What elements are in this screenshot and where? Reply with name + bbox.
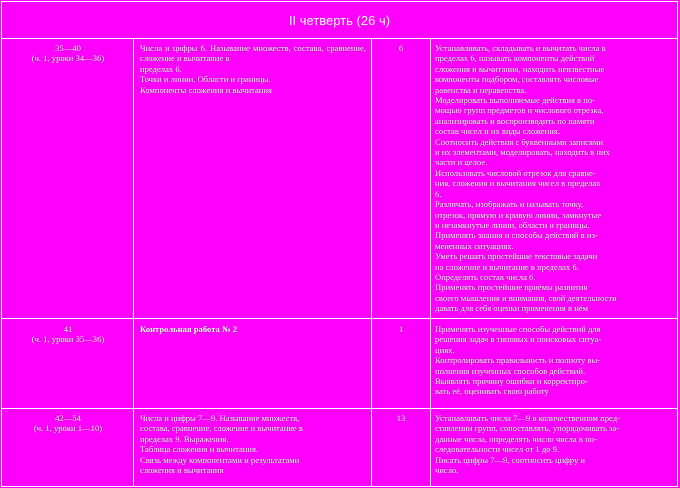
activity-line: мощью групп предметов и числового отрезка, (435, 105, 604, 116)
topic-line: пределах 9. Выражения. (140, 433, 229, 444)
table-row-2-hours: 1 (398, 324, 404, 334)
activity-line: циях. (435, 344, 455, 355)
activity-line: Моделировать выполняемые действия в по- (435, 95, 596, 106)
activity-line: отрезок, прямую и кривую линии, замкнутые (435, 209, 602, 220)
table-row-2-lessons (6, 324, 130, 345)
topic-line: пределах 6. (140, 63, 182, 74)
activity-line: Применять изученные способы действий для (435, 324, 601, 334)
activity-line: на сложение и вычитание в пределах 6. (435, 261, 579, 272)
activity-line: 6. (435, 188, 442, 199)
activity-line: давать для себя оценки применения в нём (435, 303, 589, 314)
activity-line: и их элементами, моделировать, находить в них (435, 147, 610, 158)
activity-line: равенства и неравенства. (435, 84, 527, 95)
activity-line: сложения и вычитания, находить неизвестные (435, 63, 605, 74)
activity-line: ния, сложения и вычитания чисел в пределах (435, 178, 601, 189)
activity-line: состав чисел и их виды сложения. (435, 126, 560, 137)
row-divider-1 (2, 318, 677, 319)
activity-line: Использовать числовой отрезок для сравне- (435, 167, 596, 178)
table-row-1-hours: 6 (398, 43, 404, 53)
topic-line: Числа и цифры 6. Называние множеств, состава, сравнение, сложение и вычитание в (140, 43, 366, 64)
activity-line: пределах 6, называть компоненты действий (435, 53, 595, 64)
activity-line: Уметь решать простейшие текстовые задачи (435, 251, 598, 262)
activity-line: Применять простейшие приёмы развития (435, 282, 588, 293)
activity-line: следовательности чисел от 1 до 9. (435, 444, 560, 455)
activity-line: Контролировать правильность и полноту вы- (435, 355, 601, 366)
table-row-3-topic (140, 413, 366, 475)
activity-line: Выявлять причину ошибки и корректиро- (435, 376, 588, 387)
activity-line: анализировать и воспроизводить по памяти (435, 115, 595, 126)
activity-line: Устанавливать, складывать и вычитать числа в (435, 43, 606, 53)
textbook-pages: (ч. 1, уроки 35—36) (31, 334, 105, 345)
activity-line: компоненты подбором, составлять числовые (435, 74, 599, 85)
lesson-range: 41 (63, 324, 73, 334)
topic-line: сложения и вычитания (140, 465, 224, 476)
col-divider-2 (371, 38, 372, 486)
table-row-3-activities (435, 413, 673, 475)
activity-line: Определять состав числа 6. (435, 271, 536, 282)
activity-line: части и целое. (435, 157, 488, 168)
table-row-2-activities (435, 324, 673, 397)
activity-line: ставлении групп, сопоставлять, упорядочивать за- (435, 423, 620, 434)
lesson-range: 42—54 (55, 413, 81, 423)
topic-line: Связь между компонентами и результатами (140, 454, 300, 465)
activity-line: полнения изученных способов действий. (435, 365, 586, 376)
lesson-range: 35—40 (55, 43, 81, 53)
activity-line: и незамкнутые линии, области и границы. (435, 219, 590, 230)
col-divider-3 (430, 38, 431, 486)
topic-line: Компоненты сложения и вычитания (140, 84, 272, 95)
header-divider (2, 38, 677, 39)
activity-line: мененных ситуациях. (435, 240, 514, 251)
table-row-1-activities (435, 43, 673, 314)
table-row-3-lessons (6, 413, 130, 434)
topic-line: Контрольная работа № 2 (140, 324, 238, 334)
activity-line: своего мышления и внимания, свой деятельности (435, 292, 617, 303)
topic-line: Точки и линии. Области и границы. (140, 74, 271, 85)
col-divider-1 (133, 38, 134, 486)
activity-line: число. (435, 465, 459, 476)
table-row-1-topic (140, 43, 366, 95)
topic-line: Таблица сложения и вычитания. (140, 444, 259, 455)
quarter-title: II четверть (26 ч) (288, 12, 391, 28)
activity-line: решения задач в типовых и поисковых ситуа- (435, 334, 602, 345)
topic-line: Числа и цифры 7—9. Называние множеств, (140, 413, 300, 423)
activity-line: Устанавливать числа 7—9 в количественном пред- (435, 413, 620, 423)
row-divider-2 (2, 408, 677, 409)
topic-line: состава, сравнение, сложение и вычитание в (140, 423, 303, 434)
table-row-1-lessons (6, 43, 130, 64)
table-row-3-hours: 13 (396, 413, 406, 423)
activity-line: данные числа, определять число числа в по- (435, 433, 597, 444)
activity-line: вать её, оценивать свою работу (435, 386, 549, 397)
table-row-2-topic (140, 324, 366, 334)
curriculum-table (1, 1, 678, 487)
activity-line: Соотносить действия с буквенными записями (435, 136, 603, 147)
activity-line: Применять знания и способы действий в из- (435, 230, 598, 241)
textbook-pages: (ч. 1, уроки 1—10) (33, 423, 103, 434)
activity-line: Писать цифры 7—9, соотносить цифру и (435, 454, 586, 465)
activity-line: Различать, изображать и называть точку, (435, 199, 584, 210)
textbook-pages: (ч. 1, уроки 34—36) (31, 53, 105, 64)
